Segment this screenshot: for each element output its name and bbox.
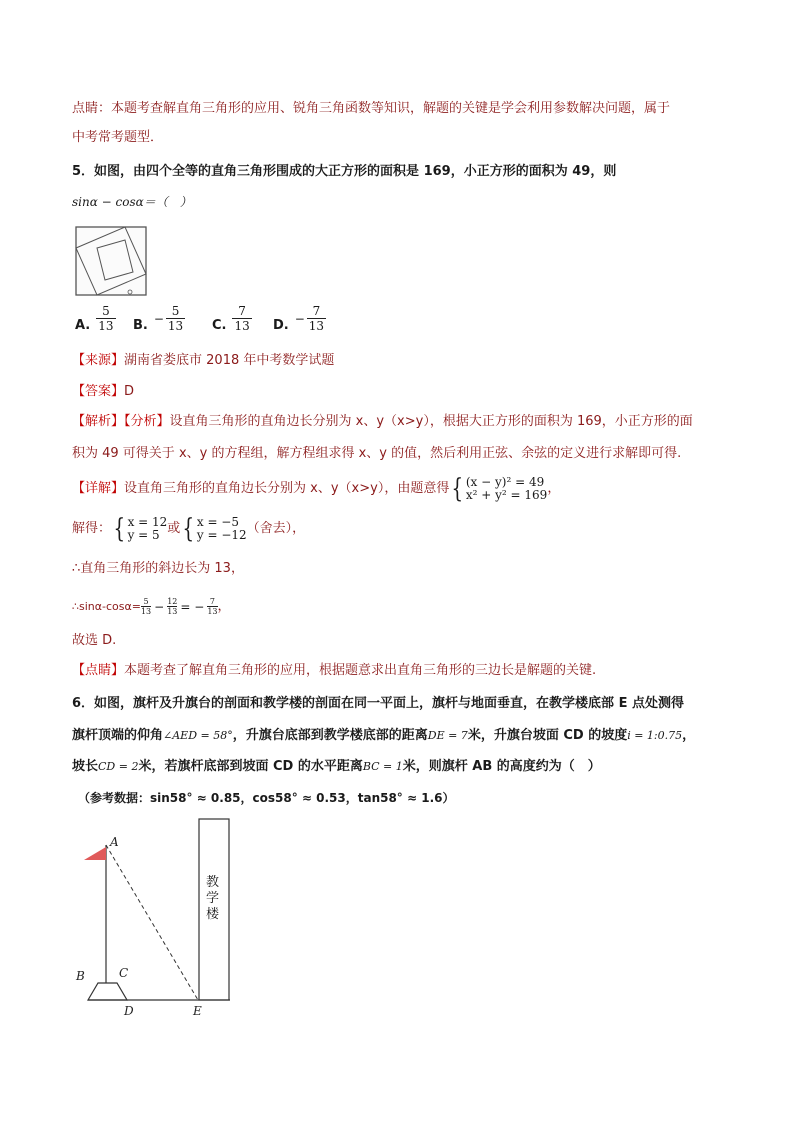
detail-comma: ， [547, 481, 561, 496]
analysis-text-1: 设直角三角形的直角边长分别为 x、y（x>y），根据大正方形的面积为 169，小正方形的面 [169, 414, 693, 429]
point-text: 本题考查了解直角三角形的应用，根据题意求出直角三角形的三边长是解题的关键. [124, 663, 597, 678]
source-tag: 【来源】 [72, 353, 125, 368]
label-B: B [76, 969, 85, 983]
option-a [75, 304, 116, 333]
calc-frac-1 [141, 597, 151, 616]
analysis-tag: 【解析】【分析】 [72, 414, 170, 429]
q6-line3-b: 米，若旗杆底部到坡面 CD 的水平距离 [138, 759, 363, 774]
q6-line3-a: 坡长 [72, 759, 99, 774]
solution-or: 或 [167, 521, 181, 536]
flag [84, 847, 106, 860]
q5-answer-line [72, 383, 134, 401]
q6-line2-b: ，升旗台底部到教学楼底部的距离 [232, 728, 428, 743]
q6-line2 [72, 727, 695, 745]
detail-tag: 【详解】 [72, 481, 125, 496]
den: 13 [140, 607, 152, 616]
equation-2: x² + y² = 169 [465, 488, 548, 502]
option-fraction [307, 304, 326, 333]
option-fraction [96, 304, 115, 333]
q6-line1: 6．如图，旗杆及升旗台的剖面和教学楼的剖面在同一平面上，旗杆与地面垂直，在教学楼底部 E 点处测得 [72, 696, 684, 711]
option-b [133, 304, 185, 333]
slope-ratio: i = 1:0.75 [627, 729, 683, 742]
solution-1 [111, 516, 167, 542]
brace: { [113, 514, 126, 544]
q5-point-line [72, 662, 596, 680]
q5-hypotenuse-line: ∴直角三角形的斜边长为 13， [72, 561, 244, 576]
option-fraction [232, 304, 251, 333]
angle-aed: ∠AED = 58° [163, 729, 233, 742]
q5-detail-line [72, 476, 560, 502]
source-text: 湖南省娄底市 2018 年中考数学试题 [124, 353, 335, 368]
detail-text: 设直角三角形的直角边长分别为 x、y（x>y），由题意得 [124, 481, 450, 496]
denominator: 13 [98, 319, 114, 333]
q6-line3-c: 米，则旗杆 AB 的高度约为（ ） [402, 759, 601, 774]
option-c [212, 304, 252, 333]
q5-solve-line [72, 516, 305, 542]
q5-calc-line [72, 597, 231, 616]
q5-analysis-line2: 积为 49 可得关于 x、y 的方程组，解方程组求得 x、y 的值，然后利用正弦、余弦的定义进行求解即可得. [72, 446, 682, 461]
brace: { [451, 474, 464, 504]
den: 13 [207, 607, 218, 616]
option-sign: − [153, 311, 164, 326]
calc-minus: − [154, 599, 165, 614]
q5-analysis-line1 [72, 413, 693, 431]
q5-source-line [72, 352, 334, 370]
numerator: 7 [238, 304, 246, 318]
q6-figure [70, 815, 250, 1025]
num: 5 [143, 597, 149, 606]
calc-prefix: ∴sinα-cosα= [72, 599, 141, 613]
num: 7 [209, 597, 215, 606]
q5-expression: sinα − cosα＝（ ） [72, 195, 192, 209]
solution-discard: （舍去）， [246, 521, 306, 536]
building-label: 教学楼 [206, 875, 220, 922]
option-sign: − [294, 311, 305, 326]
equation-1: (x − y)² = 49 [465, 475, 545, 489]
option-fraction [166, 304, 185, 333]
numerator: 5 [102, 304, 110, 318]
num: 12 [167, 597, 178, 606]
option-label: D. [273, 318, 289, 333]
numerator: 5 [171, 304, 180, 318]
q6-line2-d: ， [682, 728, 696, 743]
solution-2-x: x = −5 [196, 515, 239, 529]
distance-bc: BC = 1 [362, 760, 403, 773]
label-C: C [119, 966, 129, 980]
q5-choose-line: 故选 D. [72, 633, 117, 648]
length-cd: CD = 2 [98, 760, 139, 773]
point-tag: 【点睛】 [72, 663, 125, 678]
solution-1-y: y = 5 [127, 528, 160, 542]
label-D: D [124, 1004, 134, 1018]
q6-line2-c: 米，升旗台坡面 CD 的坡度 [467, 728, 628, 743]
denominator: 13 [167, 319, 184, 333]
platform [88, 983, 127, 1000]
answer-tag: 【答案】 [72, 384, 125, 399]
outer-square [76, 227, 146, 295]
calc-end: ， [217, 598, 231, 614]
solve-label: 解得： [72, 521, 112, 536]
numerator: 7 [312, 304, 321, 318]
denominator: 13 [308, 319, 325, 333]
q4-point-line2: 中考常考题型． [72, 130, 164, 145]
solution-1-x: x = 12 [127, 515, 168, 529]
solution-2 [180, 516, 246, 542]
solution-2-y: y = −12 [196, 528, 247, 542]
label-E: E [193, 1004, 202, 1018]
q6-line2-a: 旗杆顶端的仰角 [72, 728, 164, 743]
q6-reference-data: （参考数据：sin58° ≈ 0.85，cos58° ≈ 0.53，tan58° ≈ 1.6） [78, 791, 455, 805]
q4-point-line1: 点睛：本题考查解直角三角形的应用、锐角三角函数等知识，解题的关键是学会利用参数解决问题，属于 [72, 101, 671, 116]
denominator: 13 [234, 319, 250, 333]
option-label: C. [212, 318, 227, 333]
calc-frac-3 [207, 597, 217, 616]
q5-figure [75, 226, 149, 300]
option-d [273, 304, 326, 333]
q5-stem: 5．如图，由四个全等的直角三角形围成的大正方形的面积是 169，小正方形的面积为 49，则 [72, 164, 617, 179]
option-label: A. [75, 318, 91, 333]
q6-line3 [72, 758, 601, 776]
calc-eq: = − [180, 599, 205, 614]
brace: { [182, 514, 195, 544]
calc-frac-2 [167, 597, 177, 616]
equation-system [449, 476, 547, 502]
option-label: B. [133, 318, 148, 333]
answer-text: D [124, 384, 135, 399]
den: 13 [167, 607, 178, 616]
distance-de: DE = 7 [427, 729, 468, 742]
label-A: A [110, 835, 119, 849]
